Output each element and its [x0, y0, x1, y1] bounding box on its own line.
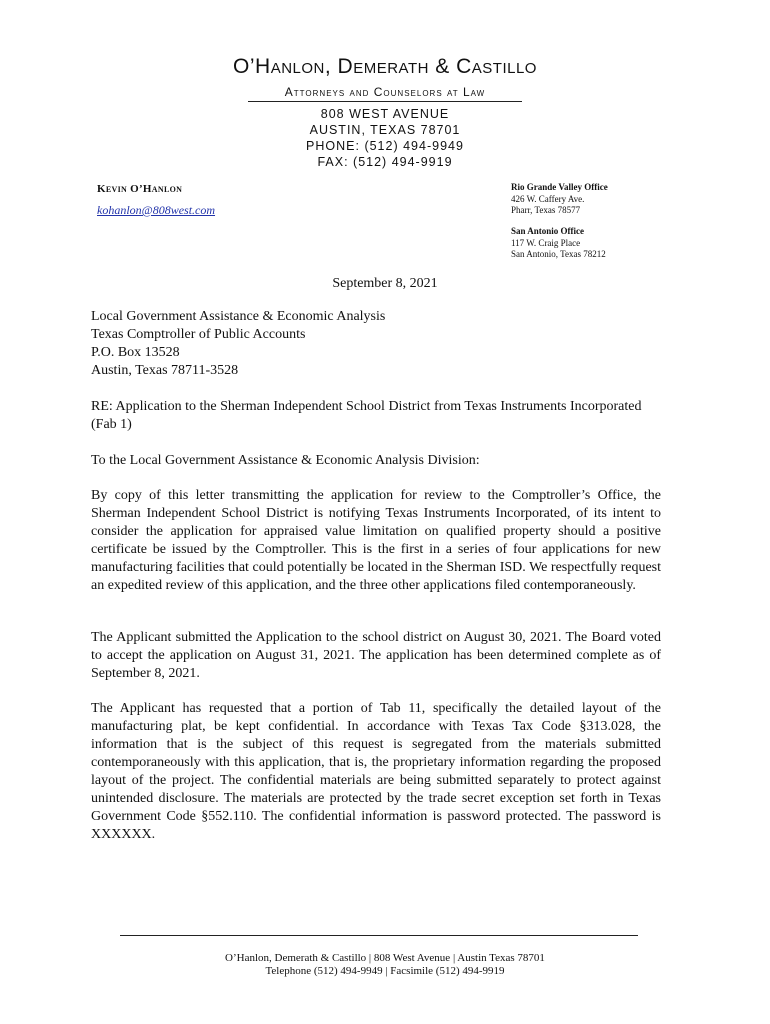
footer-phone: Telephone (512) 494-9949 | Facsimile (512) 494-9919 [265, 965, 505, 977]
firm-name: O’Hanlon, Demerath & Castillo [233, 55, 537, 78]
recipient-address [91, 308, 385, 380]
body-paragraph-1: By copy of this letter transmitting the application for review to the Comptroller’s Office, the Sherman Independent School District is notifying Texas Instruments Incorporated, of its intent to consider the application for appraised value limitation on qualified property should a positive certificate be issued by the Comptroller. This is the first in a series of four applications for new manufacturing facilities that could potentially be located in the Sherman ISD. We respectfully request an expedited review of this application, and the three other applications filed contemporaneously. [91, 488, 661, 593]
salutation: To the Local Government Assistance & Economic Analysis Division: [91, 453, 480, 468]
office-rio-grande [511, 182, 608, 217]
letter-date: September 8, 2021 [332, 276, 438, 291]
recipient-line: Austin, Texas 78711-3528 [91, 363, 239, 378]
footer-address: O’Hanlon, Demerath & Castillo | 808 West Avenue | Austin Texas 78701 [225, 952, 545, 964]
office-city: Pharr, Texas 78577 [511, 205, 581, 215]
office-name: Rio Grande Valley Office [511, 182, 608, 192]
firm-address-street: 808 WEST AVENUE [320, 107, 450, 121]
attorney-email-link[interactable]: kohanlon@808west.com [97, 203, 216, 217]
firm-subtitle: Attorneys and Counselors at Law [284, 85, 486, 99]
recipient-line: P.O. Box 13528 [91, 345, 180, 360]
office-street: 426 W. Caffery Ave. [511, 193, 585, 204]
re-line: RE: Application to the Sherman Independent School District from Texas Instruments Incorporated (Fab 1) [91, 399, 642, 432]
office-san-antonio [511, 226, 606, 261]
recipient-line: Local Government Assistance & Economic Analysis [91, 309, 386, 324]
header-divider [248, 101, 522, 102]
body-paragraph-3: The Applicant has requested that a portion of Tab 11, specifically the detailed layout of the manufacturing plat, be kept confidential. In accordance with Texas Tax Code §313.028, the information that is the subject of this request is segregated from the materials submitted contemporaneously with this application, that is, the proprietary information regarding the proposed layout of the project. The confidential materials are being submitted separately to protect against unintended disclosure. The materials are protected by the trade secret exception set forth in Texas Government Code §552.110. The confidential information is password protected. The password is XXXXXX. [91, 701, 661, 842]
office-name: San Antonio Office [511, 226, 585, 236]
body-paragraph-2: The Applicant submitted the Application to the school district on August 30, 2021. The Board voted to accept the application on August 31, 2021. The application has been determined complete as of September 8, 2021. [91, 630, 661, 681]
firm-phone: PHONE: (512) 494-9949 [306, 139, 464, 153]
office-street: 117 W. Craig Place [511, 237, 581, 248]
firm-address-city: AUSTIN, TEXAS 78701 [309, 123, 461, 137]
firm-fax: FAX: (512) 494-9919 [317, 155, 453, 169]
attorney-name: Kevin O’Hanlon [97, 183, 183, 195]
recipient-line: Texas Comptroller of Public Accounts [91, 327, 306, 342]
office-city: San Antonio, Texas 78212 [511, 249, 606, 259]
footer-divider [120, 935, 638, 936]
